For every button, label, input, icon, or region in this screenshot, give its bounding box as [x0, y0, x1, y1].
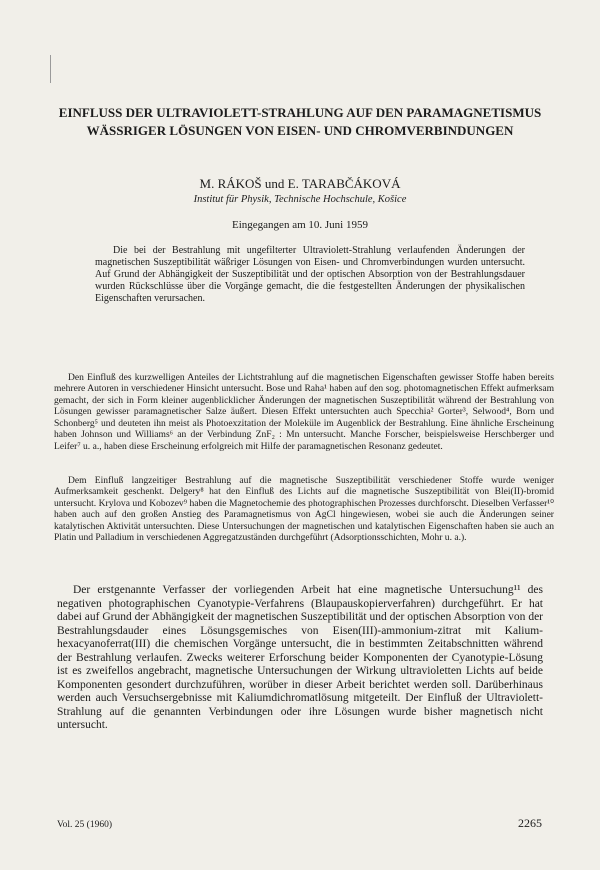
margin-mark [50, 55, 51, 83]
abstract: Die bei der Bestrahlung mit ungefilterter Ultraviolett-Strahlung verlaufenden Änderungen der magnetischen Suszeptibilität wäßriger Lösungen von Eisen- und Chromverbindungen wurden untersucht. Auf Grund der Abhängigkeit der Suszeptibilität und der optischen Absorption von der Bestrahlungsdauer wurden Rückschlüsse über die Vorgänge gemacht, die die festgestellten Änderungen der physikalischen Eigenschaften verursachen. [95, 245, 525, 304]
body-paragraph-2: Dem Einfluß langzeitiger Bestrahlung auf die magnetische Suszeptibilität verschiedener Stoffe wurde weniger Aufmerksamkeit geschenkt. Delgery⁸ hat den Einfluß des Lichts auf die magnetische Suszeptibilität von Blei(II)-bromid untersucht. Krylova und Kobozev⁹ haben die Magnetochemie des photographischen Prozesses durchforscht. Dieselben Verfasser¹⁰ haben auch auf den großen Anstieg des Paramagnetismus von AgCl hingewiesen, wobei sie auch die Änderungen seiner katalytischen Aktivität untersuchten. Diese Untersuchungen der magnetischen und katalytischen Eigenschaften haben sie auch an Platin und Palladium in verschiedenen Aggregatzuständen durchgeführt (Adsorptionsschichten, Mohr u. a.). [54, 475, 554, 544]
page-number: 2265 [518, 816, 542, 830]
volume-info: Vol. 25 (1960) [57, 820, 112, 830]
paper-title: EINFLUSS DER ULTRAVIOLETT-STRAHLUNG AUF DEN PARAMAGNETISMUS WÄSSRIGER LÖSUNGEN VON EISEN- UND CHROMVERBINDUNGEN [58, 105, 542, 138]
body-paragraph-1: Den Einfluß des kurzwelligen Anteiles der Lichtstrahlung auf die magnetischen Eigenschaften gewisser Stoffe haben bereits mehrere Autoren in verschiedener Hinsicht untersucht. Bose und Raha¹ haben auf den sog. photomagnetischen Effekt aufmerksam gemacht, der sich in Form kleiner augenblicklicher Änderungen der magnetischen Suszeptibilität während der Bestrahlung von Lösungen gewisser paramagnetischer Salze äußert. Diesen Effekt untersuchten auch Specchia² Gorter³, Selwood⁴, Born und Schonberg⁵ und deuteten ihn meist als Photoexzitation der Moleküle im Augenblick der Bestrahlung. Eine ähnliche Erscheinung haben Johnson und Williams⁶ an der Verbindung ZnF₂ : Mn untersucht. Manche Forscher, beispielsweise Herschberger und Leifer⁷ u. a., haben diese Erscheinung erfolgreich mit Hilfe der paramagnetischen Resonanz gedeutet. [54, 372, 554, 452]
received-date: Eingegangen am 10. Juni 1959 [232, 219, 368, 231]
institute: Institut für Physik, Technische Hochschule, Košice [193, 194, 407, 205]
body-paragraph-3: Der erstgenannte Verfasser der vorliegenden Arbeit hat eine magnetische Untersuchung¹¹ des negativen photographischen Cyanotypie-Verfahrens (Blaupauskopierverfahren) durchgeführt. Er hat dabei auf Grund der Abhängigkeit der magnetischen Suszeptibilität und der optischen Absorption von der Bestrahlungsdauder eines Lösungsgemisches von Eisen(III)-ammonium-zitrat mit Kalium-hexacyanoferrat(III) die chemischen Vorgänge untersucht, die in bestimmten Zeitabschnitten während der Bestrahlung verlaufen. Zwecks weiterer Erforschung beider Komponenten der Cyanotypie-Lösung ist es zweifellos angebracht, magnetische Untersuchungen der Wirkung ultravioletten Lichts auf beide Komponenten gesondert durchzuführen, worüber in dieser Arbeit berichtet werden soll. Darüberhinaus werden auch Versuchsergebnisse mit Kaliumdichromatlösung mitgeteilt. Der Einfluß der Ultraviolett-Strahlung auf die genannten Verbindungen oder ihre Lösungen wurde bisher magnetisch nicht untersucht. [57, 584, 543, 732]
authors: M. RÁKOŠ und E. TARABČÁKOVÁ [199, 176, 401, 191]
